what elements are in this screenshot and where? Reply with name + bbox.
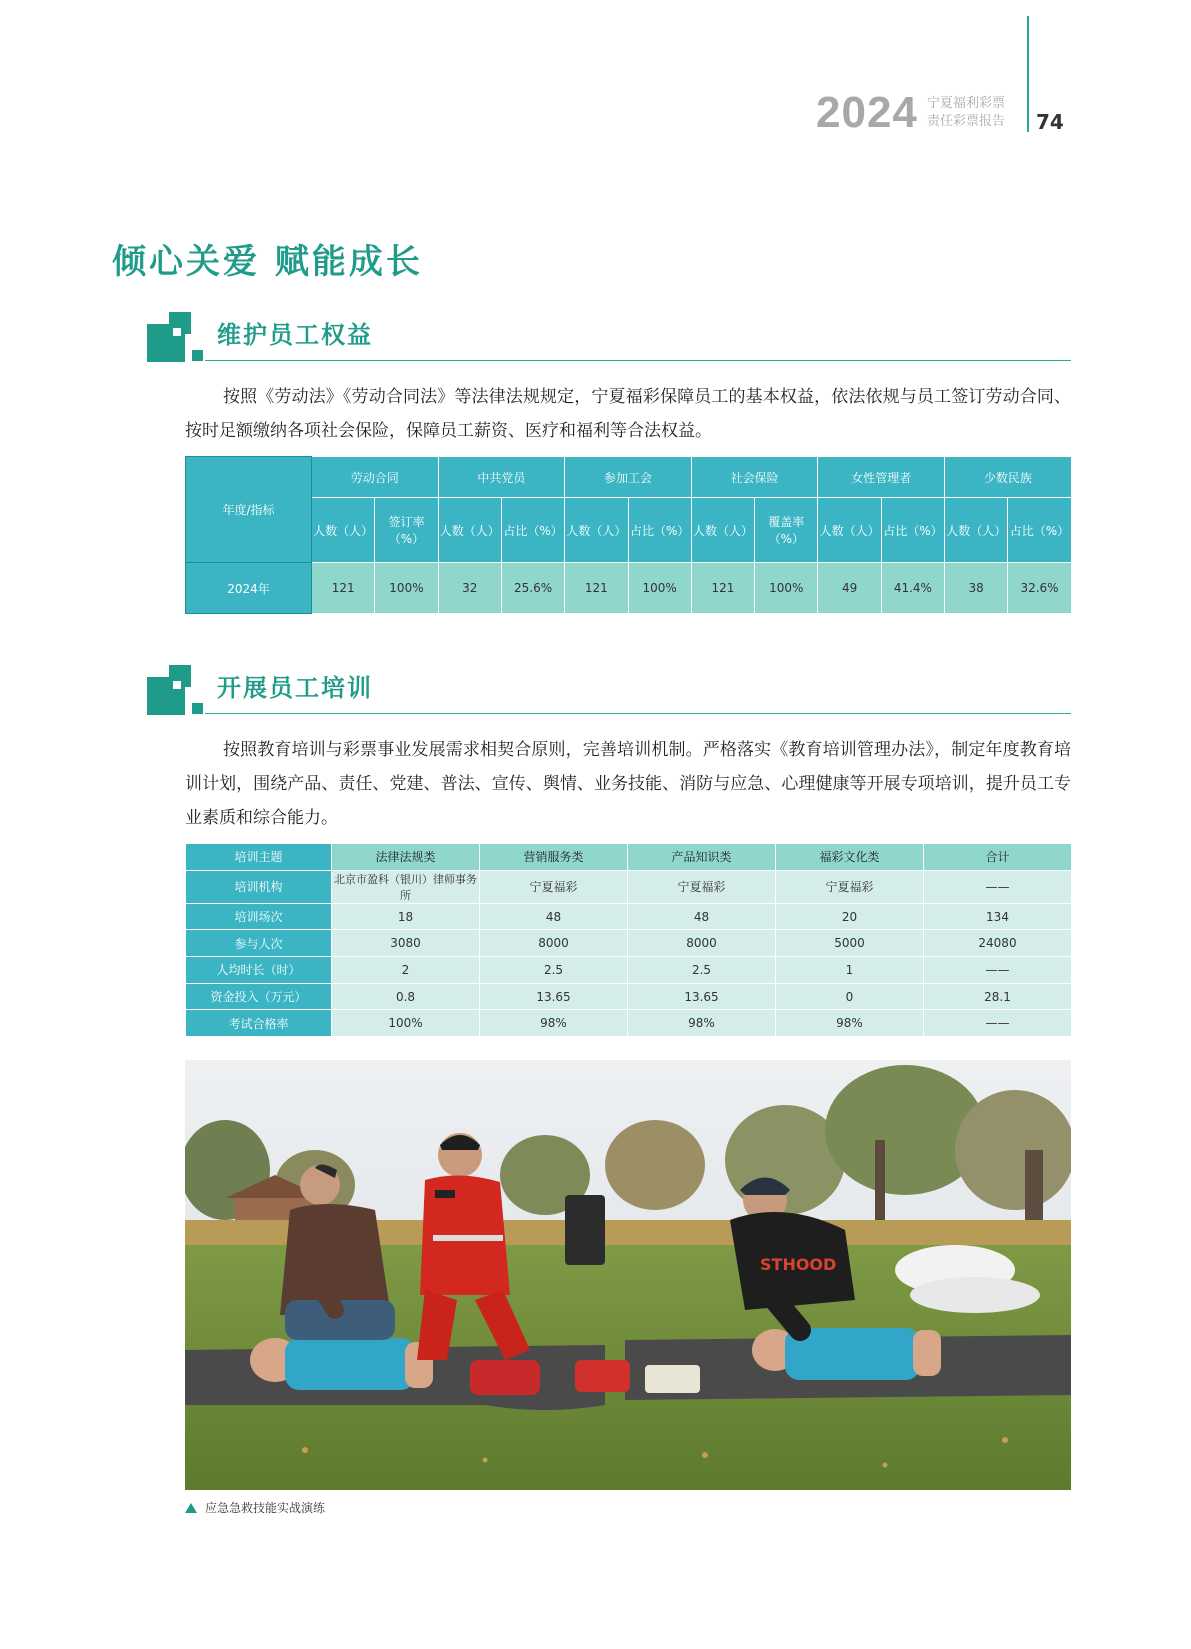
table-subheader: 人数（人） <box>818 498 881 563</box>
table-cell: —— <box>924 870 1072 903</box>
table-cell: 1 <box>776 957 924 984</box>
section-heading-rights <box>147 312 1071 362</box>
table-row <box>186 1010 1072 1037</box>
cpr-training-illustration <box>185 1060 1071 1490</box>
table-cell: 49 <box>818 563 881 614</box>
training-photo <box>185 1060 1071 1490</box>
section-title: 维护员工权益 <box>217 321 373 349</box>
table-cell: 121 <box>691 563 754 614</box>
table-cell: 13.65 <box>480 983 628 1010</box>
table-header-cell: 福彩文化类 <box>776 844 924 871</box>
table-header-cell: 营销服务类 <box>480 844 628 871</box>
rights-table <box>185 456 1072 614</box>
table-cell: 2.5 <box>628 957 776 984</box>
header-year: 2024 <box>816 88 918 137</box>
page-title: 倾心关爱 赋能成长 <box>112 242 423 282</box>
table-cell: 98% <box>628 1010 776 1037</box>
header-subtitle <box>927 95 1005 131</box>
table-cell: 98% <box>776 1010 924 1037</box>
header-subtitle-line2: 责任彩票报告 <box>927 114 1006 129</box>
table-row-label: 培训机构 <box>186 870 332 903</box>
table-subheader: 人数（人） <box>691 498 754 563</box>
table-subheader: 占比（%） <box>881 498 944 563</box>
table-cell: 2.5 <box>480 957 628 984</box>
table-cell: 32.6% <box>1008 563 1071 614</box>
table-row-label: 2024年 <box>186 563 312 614</box>
table-cell: 5000 <box>776 930 924 957</box>
page-number: 74 <box>1036 110 1064 134</box>
training-table <box>185 843 1072 1037</box>
table-subheader: 人数（人） <box>565 498 628 563</box>
table-cell: 25.6% <box>501 563 564 614</box>
table-cell: 38 <box>945 563 1008 614</box>
table-header-cell: 法律法规类 <box>332 844 480 871</box>
section-paragraph: 按照《劳动法》《劳动合同法》等法律法规规定，宁夏福彩保障员工的基本权益，依法依规与员工签订劳动合同、按时足额缴纳各项社会保险，保障员工薪资、医疗和福利等合法权益。 <box>185 387 1071 441</box>
table-row-label: 人均时长（时） <box>186 957 332 984</box>
table-subheader: 签订率（%） <box>375 498 438 563</box>
table-row <box>186 870 1072 903</box>
table-group-header: 社会保险 <box>691 457 818 498</box>
photo-caption <box>185 1500 325 1516</box>
table-cell: 0.8 <box>332 983 480 1010</box>
table-group-header: 少数民族 <box>945 457 1072 498</box>
table-subheader: 人数（人） <box>945 498 1008 563</box>
section-paragraph: 按照教育培训与彩票事业发展需求相契合原则，完善培训机制。严格落实《教育培训管理办法》，制定年度教育培训计划，围绕产品、责任、党建、普法、宣传、舆情、业务技能、消防与应急、心理健康等开展专项培训，提升员工专业素质和综合能力。 <box>185 740 1071 828</box>
table-group-header: 参加工会 <box>565 457 692 498</box>
table-subheader: 人数（人） <box>438 498 501 563</box>
table-cell: 48 <box>628 903 776 930</box>
table-cell: 100% <box>332 1010 480 1037</box>
table-row-label: 考试合格率 <box>186 1010 332 1037</box>
caption-text: 应急急救技能实战演练 <box>205 1501 326 1515</box>
table-row-label: 资金投入（万元） <box>186 983 332 1010</box>
table-header-cell: 培训主题 <box>186 844 332 871</box>
table-cell: 121 <box>565 563 628 614</box>
table-cell: 8000 <box>480 930 628 957</box>
table-row <box>186 930 1072 957</box>
section-block-icon <box>147 312 203 362</box>
table-cell: 8000 <box>628 930 776 957</box>
table-cell: 13.65 <box>628 983 776 1010</box>
table-row-label: 参与人次 <box>186 930 332 957</box>
section-title: 开展员工培训 <box>217 674 373 702</box>
table-row <box>186 957 1072 984</box>
table-cell: 宁夏福彩 <box>480 870 628 903</box>
table-cell: 98% <box>480 1010 628 1037</box>
table-cell: 100% <box>628 563 691 614</box>
table-group-header: 劳动合同 <box>312 457 439 498</box>
table-subheader: 占比（%） <box>501 498 564 563</box>
table-row <box>186 903 1072 930</box>
table-cell: 宁夏福彩 <box>776 870 924 903</box>
table-cell: 121 <box>312 563 375 614</box>
table-cell: 2 <box>332 957 480 984</box>
table-corner-label: 年度/指标 <box>186 457 312 563</box>
section-rule <box>205 713 1071 714</box>
table-cell: 0 <box>776 983 924 1010</box>
shirt-text: STHOOD <box>760 1255 837 1274</box>
table-cell: 28.1 <box>924 983 1072 1010</box>
table-cell: 32 <box>438 563 501 614</box>
table-cell: 20 <box>776 903 924 930</box>
table-cell: 134 <box>924 903 1072 930</box>
table-subheader: 占比（%） <box>1008 498 1071 563</box>
table-header-cell: 产品知识类 <box>628 844 776 871</box>
header-divider <box>1027 16 1029 132</box>
table-subheader: 人数（人） <box>312 498 375 563</box>
table-row <box>186 983 1072 1010</box>
table-cell: 100% <box>755 563 818 614</box>
table-cell: 18 <box>332 903 480 930</box>
table-cell: 24080 <box>924 930 1072 957</box>
table-cell: 41.4% <box>881 563 944 614</box>
table-header-cell: 合计 <box>924 844 1072 871</box>
table-cell: 48 <box>480 903 628 930</box>
table-cell: —— <box>924 1010 1072 1037</box>
table-cell: 北京市盈科（银川）律师事务所 <box>332 870 480 903</box>
table-group-header: 中共党员 <box>438 457 565 498</box>
table-row-label: 培训场次 <box>186 903 332 930</box>
table-cell: 3080 <box>332 930 480 957</box>
header-subtitle-line1: 宁夏福利彩票 <box>927 96 1006 111</box>
table-group-header: 女性管理者 <box>818 457 945 498</box>
section-rule <box>205 360 1071 361</box>
table-subheader: 覆盖率（%） <box>755 498 818 563</box>
section-block-icon <box>147 665 203 715</box>
table-cell: 100% <box>375 563 438 614</box>
table-subheader: 占比（%） <box>628 498 691 563</box>
table-cell: —— <box>924 957 1072 984</box>
section-heading-training <box>147 665 1071 715</box>
table-cell: 宁夏福彩 <box>628 870 776 903</box>
triangle-icon <box>185 1503 197 1513</box>
